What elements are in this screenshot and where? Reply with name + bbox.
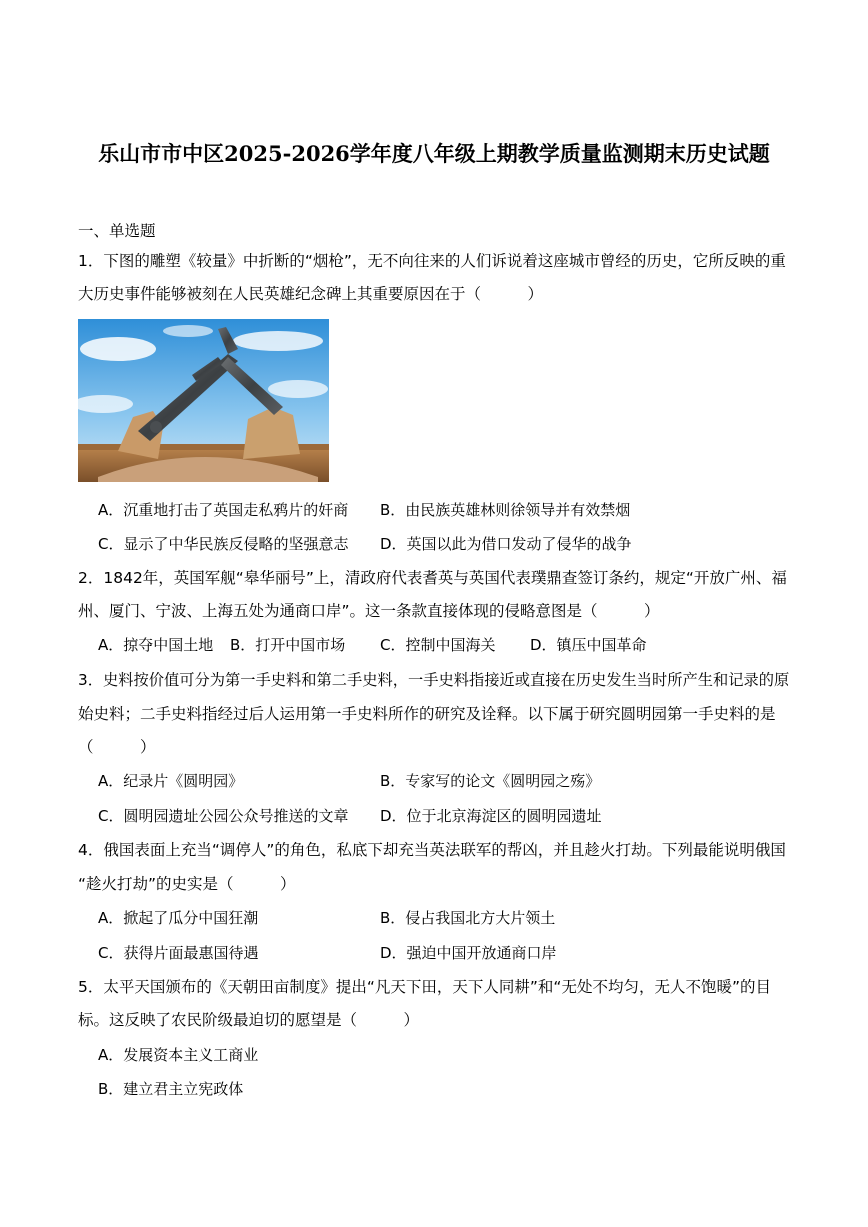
question-3-line-1: 3．史料按价值可分为第一手史料和第二手史料，一手史料指接近或直接在历史发生当时所产生和记录的原 bbox=[78, 671, 790, 689]
question-1-option-c: C．显示了中华民族反侵略的坚强意志 bbox=[98, 535, 349, 553]
question-3-option-c: C．圆明园遗址公园公众号推送的文章 bbox=[98, 807, 349, 825]
question-2-option-d: D．镇压中国革命 bbox=[530, 636, 647, 654]
question-4-option-d: D．强迫中国开放通商口岸 bbox=[380, 944, 557, 962]
section-heading: 一、单选题 bbox=[78, 222, 156, 240]
question-1-line-2: 大历史事件能够被刻在人民英雄纪念碑上其重要原因在于（ ） bbox=[78, 285, 544, 303]
question-3-option-a: A．纪录片《圆明园》 bbox=[98, 772, 244, 790]
question-2-line-2: 州、厦门、宁波、上海五处为通商口岸”。这一条款直接体现的侵略意图是（ ） bbox=[78, 602, 660, 620]
question-2-option-b: B．打开中国市场 bbox=[230, 636, 346, 654]
question-2-option-c: C．控制中国海关 bbox=[380, 636, 496, 654]
question-5-option-b: B．建立君主立宪政体 bbox=[98, 1080, 244, 1098]
question-3-line-3: （ ） bbox=[78, 738, 156, 756]
question-3-option-d: D．位于北京海淀区的圆明园遗址 bbox=[380, 807, 602, 825]
question-5-line-2: 标。这反映了农民阶级最迫切的愿望是（ ） bbox=[78, 1011, 420, 1029]
question-3-line-2: 始史料；二手史料指经过后人运用第一手史料所作的研究及诠释。以下属于研究圆明园第一手史料的是 bbox=[78, 705, 776, 723]
question-4-option-a: A．掀起了瓜分中国狂潮 bbox=[98, 909, 259, 927]
sculpture-photo bbox=[78, 319, 329, 482]
question-4-option-c: C．获得片面最惠国待遇 bbox=[98, 944, 259, 962]
question-5-option-a: A．发展资本主义工商业 bbox=[98, 1046, 259, 1064]
question-3-option-b: B．专家写的论文《圆明园之殇》 bbox=[380, 772, 601, 790]
question-1-option-d: D．英国以此为借口发动了侵华的战争 bbox=[380, 535, 632, 553]
question-2-option-a: A．掠夺中国土地 bbox=[98, 636, 214, 654]
question-1-option-b: B．由民族英雄林则徐领导并有效禁烟 bbox=[380, 501, 631, 519]
question-1-option-a: A．沉重地打击了英国走私鸦片的奸商 bbox=[98, 501, 349, 519]
question-2-line-1: 2．1842年，英国军舰“皋华丽号”上，清政府代表耆英与英国代表璞鼎查签订条约，规定“开放广州、福 bbox=[78, 569, 787, 587]
question-4-line-1: 4．俄国表面上充当“调停人”的角色，私底下却充当英法联军的帮凶，并且趁火打劫。下列最能说明俄国 bbox=[78, 841, 786, 859]
exam-title: 乐山市市中区2025-2026学年度八年级上期教学质量监测期末历史试题 bbox=[98, 141, 770, 166]
question-1-line-1: 1．下图的雕塑《较量》中折断的“烟枪”，无不向往来的人们诉说着这座城市曾经的历史，它所反映的重 bbox=[78, 252, 786, 270]
question-4-line-2: “趁火打劫”的史实是（ ） bbox=[78, 875, 296, 893]
question-5-line-1: 5．太平天国颁布的《天朝田亩制度》提出“凡天下田，天下人同耕”和“无处不均匀，无人不饱暖”的目 bbox=[78, 978, 771, 996]
question-4-option-b: B．侵占我国北方大片领土 bbox=[380, 909, 556, 927]
sculpture-image bbox=[78, 319, 329, 482]
